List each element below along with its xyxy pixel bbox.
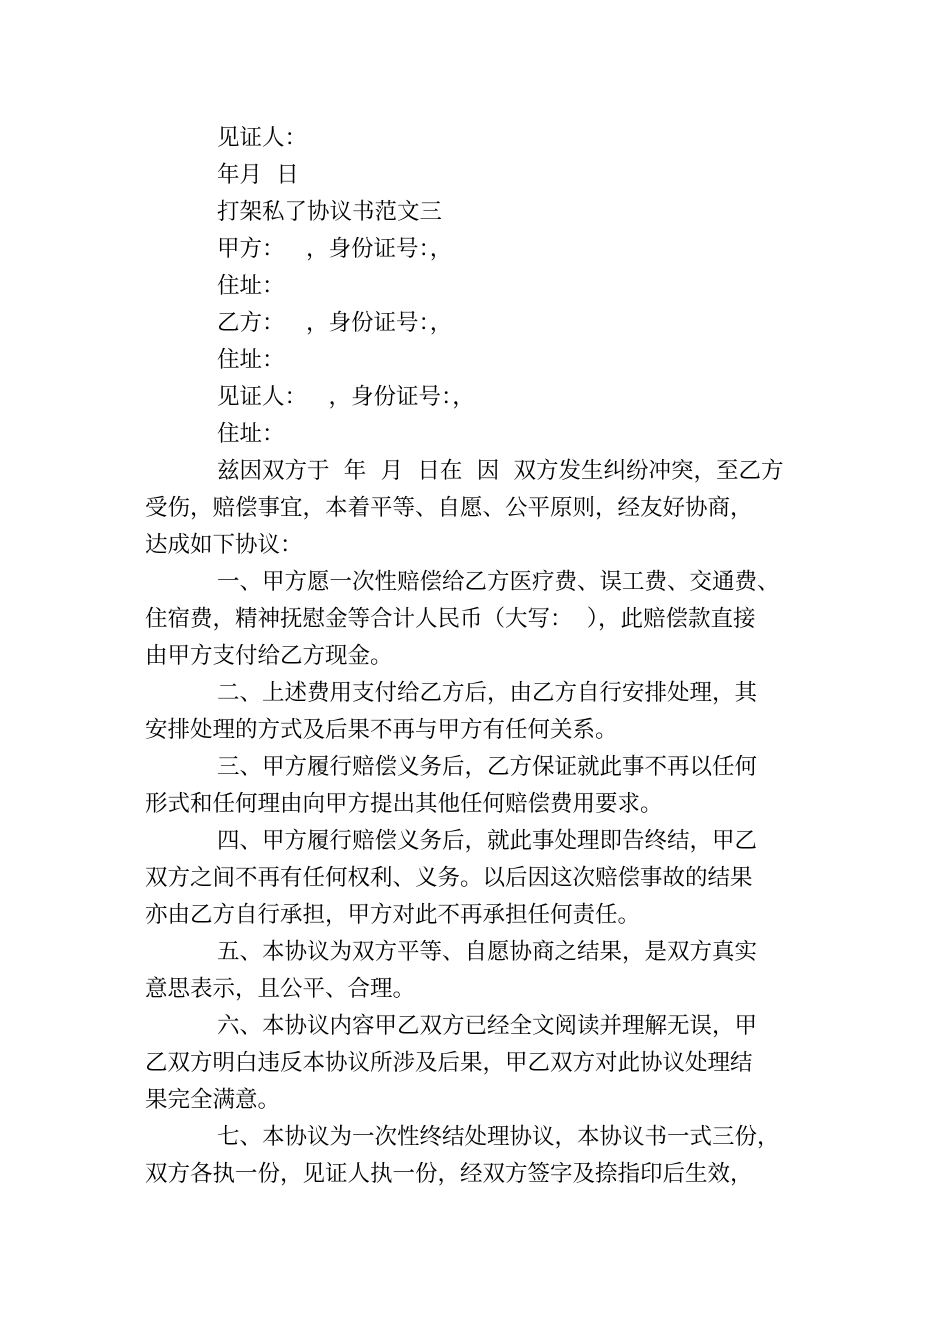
clause-7-line: 七、本协议为一次性终结处理协议，本协议书一式三份， [217,1124,780,1150]
preamble-line: 达成如下协议： [145,532,303,558]
witness-label-line: 见证人： [217,125,308,151]
party-a-address-line: 住址： [217,273,285,299]
clause-2-line: 安排处理的方式及后果不再与甲方有任何关系。 [145,717,618,743]
clause-1-line: 住宿费，精神抚慰金等合计人民币（大写： ），此赔偿款直接 [145,606,756,632]
witness-address-line: 住址： [217,421,285,447]
date-line: 年月 日 [217,162,299,188]
clause-1-line: 一、甲方愿一次性赔偿给乙方医疗费、误工费、交通费、 [217,569,780,595]
clause-2-line: 二、上述费用支付给乙方后，由乙方自行安排处理，其 [217,680,758,706]
clause-5-line: 意思表示，且公平、合理。 [145,976,416,1002]
clause-3-line: 形式和任何理由向甲方提出其他任何赔偿费用要求。 [145,791,663,817]
clause-4-line: 双方之间不再有任何权利、义务。以后因这次赔偿事故的结果 [145,865,753,891]
clause-3-line: 三、甲方履行赔偿义务后，乙方保证就此事不再以任何 [217,754,758,780]
party-a-line: 甲方： ，身份证号：， [217,236,453,262]
party-b-address-line: 住址： [217,347,285,373]
preamble-line: 兹因双方于 年 月 日在 因 双方发生纠纷冲突，至乙方 [217,458,784,484]
clause-5-line: 五、本协议为双方平等、自愿协商之结果，是双方真实 [217,939,758,965]
clause-6-line: 果完全满意。 [145,1087,281,1113]
party-b-line: 乙方： ，身份证号：， [217,310,453,336]
document-title: 打架私了协议书范文三 [217,199,443,225]
clause-6-line: 六、本协议内容甲乙双方已经全文阅读并理解无误，甲 [217,1013,758,1039]
witness-line: 见证人： ，身份证号：， [217,384,475,410]
clause-6-line: 乙双方明白违反本协议所涉及后果，甲乙双方对此协议处理结 [145,1050,753,1076]
clause-7-line: 双方各执一份，见证人执一份，经双方签字及捺指印后生效， [145,1161,753,1187]
preamble-line: 受伤，赔偿事宜，本着平等、自愿、公平原则，经友好协商， [145,495,753,521]
clause-4-line: 亦由乙方自行承担，甲方对此不再承担任何责任。 [145,902,641,928]
clause-4-line: 四、甲方履行赔偿义务后，就此事处理即告终结，甲乙 [217,828,758,854]
clause-1-line: 由甲方支付给乙方现金。 [145,643,393,669]
